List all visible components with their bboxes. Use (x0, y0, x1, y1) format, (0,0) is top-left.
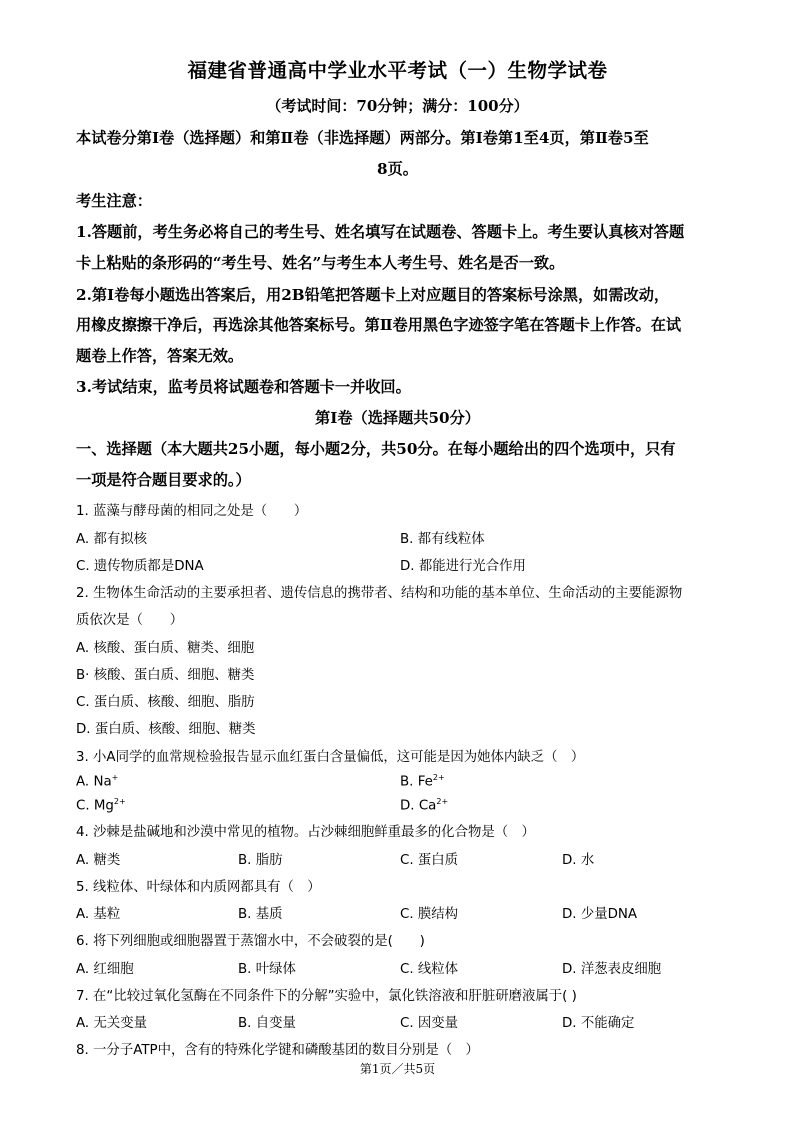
q3-option-b (400, 773, 445, 789)
q6-option-a: A. 红细胞 (76, 962, 134, 977)
q1-option-c: C. 遗传物质都是DNA (76, 559, 204, 574)
q4-option-c: C. 蛋白质 (400, 853, 459, 868)
exam-subtitle: （考试时间：70分钟；满分：100分） (266, 97, 529, 115)
q1-option-a: A. 都有拟核 (76, 532, 147, 547)
q4-option-d: D. 水 (562, 853, 595, 868)
q3-option-a (76, 773, 118, 789)
notice-heading: 考生注意： (76, 192, 152, 210)
question-2-cont: 质依次是（ ） (76, 613, 184, 628)
q2-option-a: A. 核酸、蛋白质、糖类、细胞 (76, 641, 255, 656)
question-2: 2. 生物体生命活动的主要承担者、遗传信息的携带者、结构和功能的基本单位、生命活动的主要能源物 (76, 586, 683, 601)
q6-option-d: D. 洋葱表皮细胞 (562, 962, 662, 977)
notice-line: 用橡皮擦擦干净后，再选涂其他答案标号。第Ⅱ卷用黑色字迹签字笔在答题卡上作答。在试 (76, 316, 682, 334)
notice-line: 1.答题前，考生务必将自己的考生号、姓名填写在试题卷、答题卡上。考生要认真核对答题 (76, 223, 685, 241)
notice-line: 2.第Ⅰ卷每小题选出答案后，用2B铅笔把答题卡上对应题目的答案标号涂黑，如需改动， (76, 286, 670, 304)
q4-option-a: A. 糖类 (76, 853, 121, 868)
q3-option-c (76, 797, 126, 813)
question-6: 6. 将下列细胞或细胞器置于蒸馏水中，不会破裂的是( ) (76, 934, 425, 949)
q3-option-a-charge: + (111, 773, 119, 782)
q3-option-c-charge: 2+ (113, 797, 126, 806)
intro-line-1: 本试卷分第Ⅰ卷（选择题）和第Ⅱ卷（非选择题）两部分。第Ⅰ卷第1至4页，第Ⅱ卷5至 (76, 129, 649, 147)
q1-option-b: B. 都有线粒体 (400, 532, 485, 547)
section-title: 第Ⅰ卷（选择题共50分） (315, 409, 480, 427)
q6-option-b: B. 叶绿体 (238, 962, 296, 977)
intro-line-2: 8页。 (377, 160, 418, 178)
page-footer: 第1页／共5页 (359, 1062, 436, 1076)
notice-line: 3.考试结束，监考员将试题卷和答题卡一并收回。 (76, 378, 411, 396)
notice-line: 卡上粘贴的条形码的“考生号、姓名”与考生本人考生号、姓名是否一致。 (76, 254, 565, 272)
question-5: 5. 线粒体、叶绿体和内质网都具有（ ） (76, 880, 321, 895)
section-instructions: 一项是符合题目要求的。） (76, 471, 251, 489)
q3-option-d-charge: 2+ (436, 797, 449, 806)
q3-option-d-text: D. Ca (400, 798, 437, 814)
q7-option-d: D. 不能确定 (562, 1016, 635, 1031)
q5-option-a: A. 基粒 (76, 907, 121, 922)
q5-option-b: B. 基质 (238, 907, 283, 922)
q2-option-d: D. 蛋白质、核酸、细胞、糖类 (76, 722, 256, 737)
q6-option-c: C. 线粒体 (400, 962, 459, 977)
q7-option-a: A. 无关变量 (76, 1016, 147, 1031)
q5-option-d: D. 少量DNA (562, 907, 638, 922)
q7-option-c: C. 因变量 (400, 1016, 459, 1031)
q2-option-b: B· 核酸、蛋白质、细胞、糖类 (76, 668, 255, 683)
q4-option-b: B. 脂肪 (238, 853, 283, 868)
q1-option-d: D. 都能进行光合作用 (400, 559, 526, 574)
question-1: 1. 蓝藻与酵母菌的相同之处是（ ） (76, 504, 308, 519)
question-7: 7. 在“比较过氧化氢酶在不同条件下的分解”实验中，氯化铁溶液和肝脏研磨液属于( ) (76, 989, 577, 1004)
notice-line: 题卷上作答，答案无效。 (76, 347, 244, 365)
q7-option-b: B. 自变量 (238, 1016, 296, 1031)
q3-option-b-charge: 2+ (432, 773, 445, 782)
q3-option-c-text: C. Mg (76, 798, 114, 814)
q3-option-b-text: B. Fe (400, 774, 433, 790)
question-4: 4. 沙棘是盐碱地和沙漠中常见的植物。占沙棘细胞鲜重最多的化合物是（ ） (76, 825, 535, 840)
q5-option-c: C. 膜结构 (400, 907, 459, 922)
question-8: 8. 一分子ATP中，含有的特殊化学键和磷酸基团的数目分别是（ ） (76, 1043, 479, 1058)
q3-option-d (400, 797, 448, 813)
q3-option-a-text: A. Na (76, 774, 112, 790)
exam-title: 福建省普通高中学业水平考试（一）生物学试卷 (187, 59, 608, 82)
section-instructions: 一、选择题（本大题共25小题，每小题2分，共50分。在每小题给出的四个选项中，只有 (76, 440, 676, 458)
q2-option-c: C. 蛋白质、核酸、细胞、脂肪 (76, 695, 255, 710)
question-3: 3. 小A同学的血常规检验报告显示血红蛋白含量偏低，这可能是因为她体内缺乏（ ） (76, 750, 585, 765)
